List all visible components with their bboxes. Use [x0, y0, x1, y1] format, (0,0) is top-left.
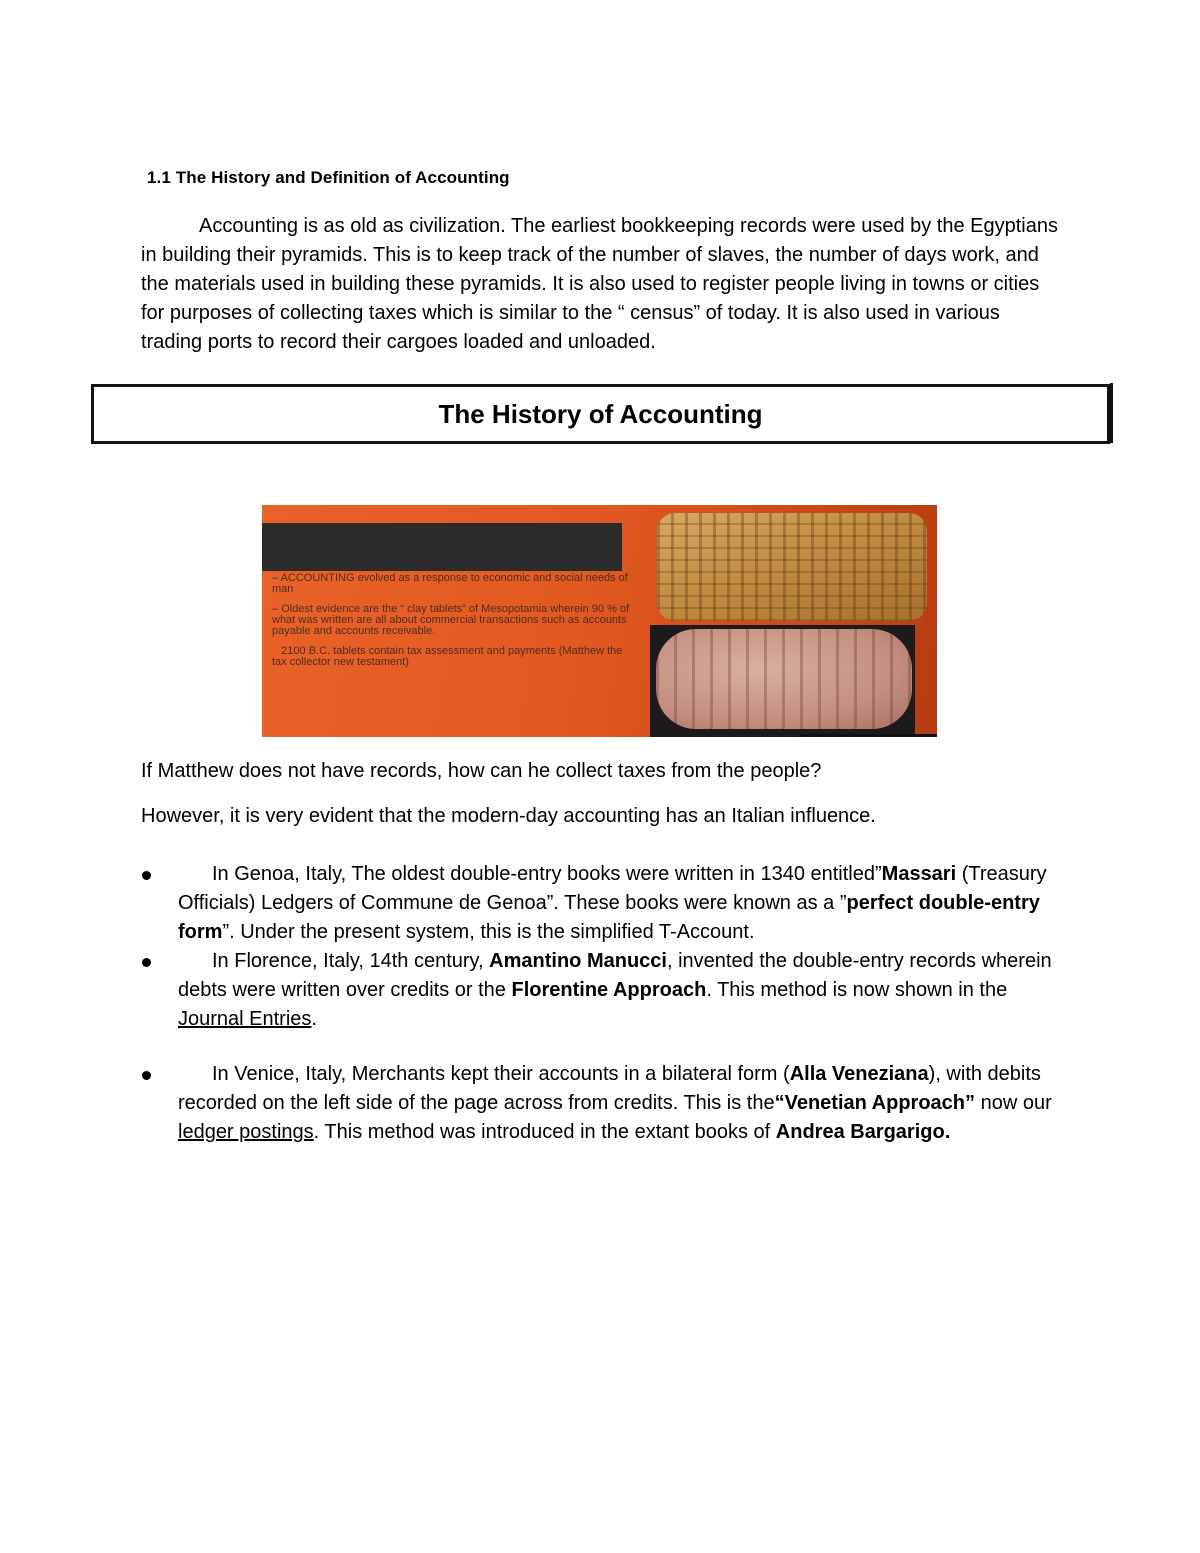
- section-heading: 1.1 The History and Definition of Accounting: [147, 168, 510, 187]
- intro-text: Accounting is as old as civilization. The earliest bookkeeping records were used by the Egyptians in building their pyramids. This is to keep track of the number of slaves, the number of days work, and the materials used in building these pyramids. It is also used to register people living in towns or cities for purposes of collecting taxes which is similar to the “ census” of today. It is also used in various trading ports to record their cargoes loaded and unloaded.: [141, 215, 1058, 353]
- title-box-edge: [1110, 383, 1113, 443]
- slide-bullet: 2100 B.C. tablets contain tax assessment and payments (Matthew the tax collector new testament): [272, 645, 623, 668]
- title-box: [91, 384, 1110, 444]
- history-slide-image: [262, 505, 937, 737]
- slide-title-bar: [262, 523, 622, 571]
- slide-bullet: – Oldest evidence are the “ clay tablets” of Mesopotamia wherein 90 % of what was written are all about commercial transactions such as accounts payable and accounts receivable.: [272, 603, 630, 637]
- intro-paragraph: [141, 212, 1061, 357]
- slide-divider: [799, 734, 937, 737]
- list-item-florence: In Florence, Italy, 14th century, Amantino Manucci, invented the double-entry records wherein debts were written over credits or the Florentine Approach. This method is now shown in the Journal Entries.: [141, 947, 1061, 1034]
- title-box-text: The History of Accounting: [438, 399, 763, 429]
- clay-tablet-image: [656, 629, 912, 729]
- journal-entries-link: Journal Entries: [178, 1008, 312, 1030]
- bullet-list: [141, 860, 1061, 1147]
- italian-influence-paragraph: However, it is very evident that the modern-day accounting has an Italian influence.: [141, 805, 876, 827]
- slide-bullets: [272, 573, 632, 677]
- bullet-dot: [142, 1071, 151, 1080]
- list-item-venice: In Venice, Italy, Merchants kept their accounts in a bilateral form (Alla Veneziana), with debits recorded on the left side of the page across from credits. This is the“Venetian Approach” now our ledger postings. This method was introduced in the extant books of Andrea Bargarigo.: [141, 1060, 1061, 1147]
- bullet-dot: [142, 958, 151, 967]
- slide-bullet: – ACCOUNTING evolved as a response to economic and social needs of man: [272, 572, 628, 595]
- question-paragraph: If Matthew does not have records, how can he collect taxes from the people?: [141, 760, 822, 782]
- bullet-dot: [142, 871, 151, 880]
- ledger-postings-link: ledger postings: [178, 1121, 314, 1143]
- list-item-genoa: In Genoa, Italy, The oldest double-entry books were written in 1340 entitled”Massari (Treasury Officials) Ledgers of Commune de Genoa”. These books were known as a ”perfect double-entry form”. Under the present system, this is the simplified T-Account.: [141, 860, 1061, 947]
- clay-tablet-image: [657, 513, 927, 621]
